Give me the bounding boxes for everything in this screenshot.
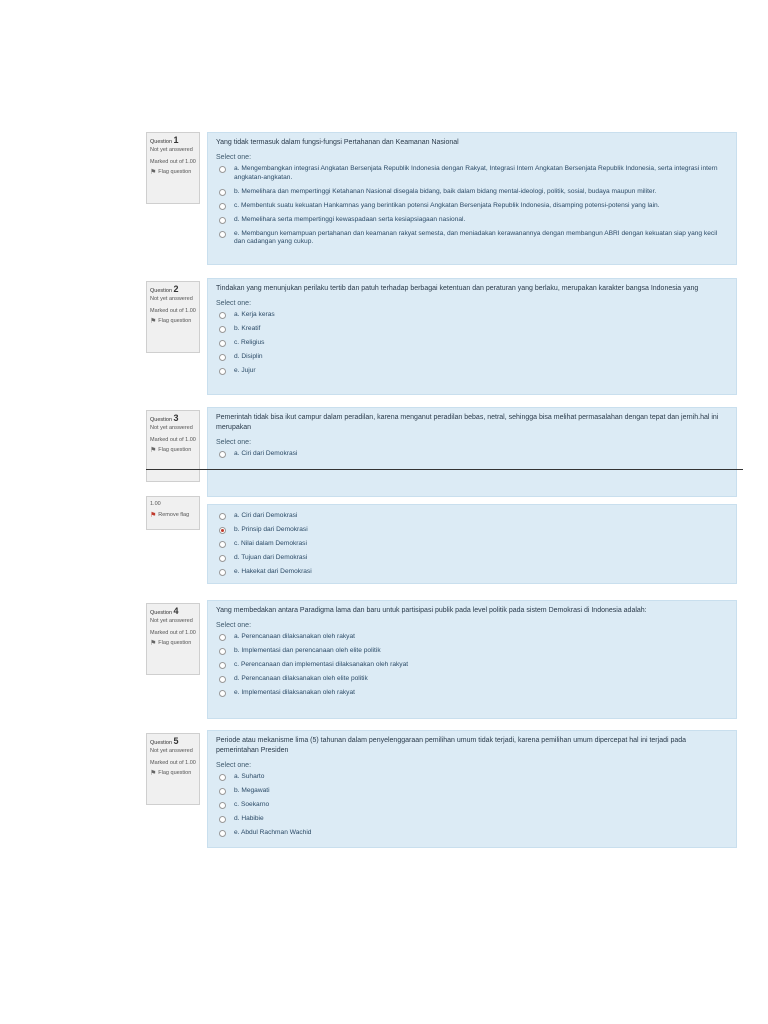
flag-icon: ⚑ bbox=[150, 511, 157, 519]
question-state: Not yet answered bbox=[150, 748, 193, 754]
answer-option[interactable]: e. Jujur bbox=[216, 364, 728, 378]
radio-button[interactable] bbox=[219, 513, 226, 520]
question-info-1 bbox=[146, 132, 200, 204]
question-grade: Marked out of 1.00 bbox=[150, 158, 196, 165]
question-number: 3 bbox=[173, 413, 179, 423]
radio-button[interactable] bbox=[219, 217, 226, 224]
answer-option[interactable]: b. Memelihara dan mempertinggi Ketahanan Nasional disegala bidang, baik dalam bidang mental-ideologi, politik, sosial, budaya maupun militer. bbox=[216, 185, 728, 199]
radio-button[interactable] bbox=[219, 340, 226, 347]
radio-button[interactable] bbox=[219, 541, 226, 548]
radio-button[interactable] bbox=[219, 830, 226, 837]
page-divider bbox=[146, 469, 743, 470]
select-one-label: Select one: bbox=[216, 154, 252, 161]
question-text: Periode atau mekanisme lima (5) tahunan dalam penyelenggaraan pemilihan umum tidak terjadi, karena pemilihan umum dipercepat hal ini terjadi pada pemerintahan Presiden bbox=[216, 737, 687, 754]
question-content-4 bbox=[207, 600, 737, 719]
question-number: 1 bbox=[173, 135, 179, 145]
flag-question-button[interactable]: ⚑ Flag question bbox=[150, 640, 192, 648]
question-content-3 bbox=[207, 407, 737, 497]
radio-button[interactable] bbox=[219, 690, 226, 697]
answer-option[interactable]: a. Ciri dari Demokrasi bbox=[216, 447, 728, 461]
flag-question-button[interactable]: ⚑ Flag question bbox=[150, 318, 192, 326]
question-content-5 bbox=[207, 730, 737, 848]
question-grade: Marked out of 1.00 bbox=[150, 436, 196, 443]
answer-option[interactable]: c. Religius bbox=[216, 336, 728, 350]
flag-icon: ⚑ bbox=[150, 169, 157, 177]
flag-question-button[interactable]: ⚑ Flag question bbox=[150, 770, 192, 778]
radio-button[interactable] bbox=[219, 569, 226, 576]
answer-option[interactable]: c. Soekarno bbox=[216, 798, 728, 812]
question-state: Not yet answered bbox=[150, 618, 193, 624]
answer-option[interactable]: b. Kreatif bbox=[216, 322, 728, 336]
quiz-screenshot-top bbox=[0, 125, 768, 470]
flag-question-button[interactable]: ⚑ Flag question bbox=[150, 169, 192, 177]
radio-button[interactable] bbox=[219, 451, 226, 458]
radio-button[interactable] bbox=[219, 354, 226, 361]
quiz-screenshot-bottom bbox=[0, 501, 768, 848]
radio-button[interactable] bbox=[219, 231, 226, 238]
question-text: Yang membedakan antara Paradigma lama dan baru untuk partisipasi publik pada level politik pada sistem Demokrasi di Indonesia adalah: bbox=[216, 607, 647, 614]
radio-button[interactable] bbox=[219, 312, 226, 319]
flag-icon: ⚑ bbox=[150, 640, 157, 648]
radio-button[interactable] bbox=[219, 648, 226, 655]
select-one-label: Select one: bbox=[216, 622, 252, 629]
answer-option[interactable]: c. Perencanaan dan implementasi dilaksanakan oleh rakyat bbox=[216, 658, 728, 672]
flag-icon: ⚑ bbox=[150, 447, 157, 455]
answer-option[interactable]: a. Mengembangkan integrasi Angkatan Bersenjata Republik Indonesia dengan Rakyat, Integrasi Intern Angkatan Bersenjata Republik Indonesia, serta integrasi intern angkatan-angkatan. bbox=[216, 162, 728, 185]
answer-option[interactable]: e. Hakekat dari Demokrasi bbox=[216, 565, 728, 579]
radio-button[interactable] bbox=[219, 203, 226, 210]
answer-option[interactable]: e. Membangun kemampuan pertahanan dan keamanan rakyat semesta, dan meniadakan kerawanannya dengan membangun ABRI dengan kekuatan siap yang kecil dan cadangan yang cukup. bbox=[216, 227, 728, 250]
question-grade: Marked out of 1.00 bbox=[150, 629, 196, 636]
question-text: Pemerintah tidak bisa ikut campur dalam peradilan, karena menganut peradilan bebas, netral, sehingga bisa melihat permasalahan dengan tepat dan jernih.hal ini merupakan bbox=[216, 414, 719, 431]
answer-option[interactable]: d. Habibie bbox=[216, 812, 728, 826]
question-grade: 1.00 bbox=[150, 501, 161, 507]
radio-button[interactable] bbox=[219, 634, 226, 641]
radio-button[interactable] bbox=[219, 774, 226, 781]
question-content-3-continued bbox=[207, 504, 737, 584]
question-info-2 bbox=[146, 281, 200, 353]
radio-button[interactable] bbox=[219, 802, 226, 809]
radio-button[interactable] bbox=[219, 166, 226, 173]
radio-button[interactable] bbox=[219, 189, 226, 196]
question-number: 4 bbox=[173, 606, 179, 616]
question-state: Not yet answered bbox=[150, 425, 193, 431]
question-info-5 bbox=[146, 733, 200, 805]
question-number: 2 bbox=[173, 284, 179, 294]
question-number-label: Question 5 bbox=[150, 736, 179, 746]
question-grade: Marked out of 1.00 bbox=[150, 759, 196, 766]
question-number-label: Question 2 bbox=[150, 284, 179, 294]
question-info-3-continued bbox=[146, 496, 200, 530]
answer-option-selected[interactable]: b. Prinsip dari Demokrasi bbox=[216, 523, 728, 537]
radio-button[interactable] bbox=[219, 555, 226, 562]
radio-button[interactable] bbox=[219, 816, 226, 823]
radio-button[interactable] bbox=[219, 676, 226, 683]
question-text: Tindakan yang menunjukan perilaku tertib dan patuh terhadap berbagai ketentuan dan peraturan yang berlaku, merupakan karakter bangsa Indonesia yang bbox=[216, 285, 699, 292]
answer-option[interactable]: a. Kerja keras bbox=[216, 308, 728, 322]
answer-option[interactable]: c. Membentuk suatu kekuatan Hankamnas yang berintikan potensi Angkatan Bersenjata Republik Indonesia, disamping potensi-potensi yang lain. bbox=[216, 199, 728, 213]
question-content-2 bbox=[207, 278, 737, 395]
answer-option[interactable]: a. Perencanaan dilaksanakan oleh rakyat bbox=[216, 630, 728, 644]
question-grade: Marked out of 1.00 bbox=[150, 307, 196, 314]
radio-button[interactable] bbox=[219, 788, 226, 795]
radio-button[interactable] bbox=[219, 368, 226, 375]
select-one-label: Select one: bbox=[216, 300, 252, 307]
answer-option[interactable]: e. Abdul Rachman Wachid bbox=[216, 826, 728, 840]
answer-option[interactable]: d. Memelihara serta mempertinggi kewaspadaan serta kesiapsiagaan nasional. bbox=[216, 213, 728, 227]
flag-icon: ⚑ bbox=[150, 318, 157, 326]
answer-option[interactable]: c. Nilai dalam Demokrasi bbox=[216, 537, 728, 551]
question-number-label: Question 3 bbox=[150, 413, 179, 423]
answer-option[interactable]: d. Tujuan dari Demokrasi bbox=[216, 551, 728, 565]
question-text: Yang tidak termasuk dalam fungsi-fungsi Pertahanan dan Keamanan Nasional bbox=[216, 139, 459, 146]
answer-option[interactable]: d. Perencanaan dilaksanakan oleh elite politik bbox=[216, 672, 728, 686]
radio-button[interactable] bbox=[219, 326, 226, 333]
question-state: Not yet answered bbox=[150, 296, 193, 302]
answer-option[interactable]: b. Implementasi dan perencanaan oleh elite politik bbox=[216, 644, 728, 658]
question-number-label: Question 1 bbox=[150, 135, 179, 145]
answer-option[interactable]: e. Implementasi dilaksanakan oleh rakyat bbox=[216, 686, 728, 700]
flag-question-button[interactable]: ⚑ Flag question bbox=[150, 447, 192, 455]
question-info-4 bbox=[146, 603, 200, 675]
question-number-label: Question 4 bbox=[150, 606, 179, 616]
remove-flag-button[interactable]: ⚑ Remove flag bbox=[150, 511, 190, 519]
select-one-label: Select one: bbox=[216, 439, 252, 446]
answer-option[interactable]: b. Megawati bbox=[216, 784, 728, 798]
radio-button-checked[interactable] bbox=[219, 527, 226, 534]
select-one-label: Select one: bbox=[216, 762, 252, 769]
flag-icon: ⚑ bbox=[150, 770, 157, 778]
question-content-1 bbox=[207, 132, 737, 265]
answer-option[interactable]: a. Suharto bbox=[216, 770, 728, 784]
question-info-3 bbox=[146, 410, 200, 482]
question-number: 5 bbox=[173, 736, 179, 746]
answer-option[interactable]: d. Disiplin bbox=[216, 350, 728, 364]
answer-option[interactable]: a. Ciri dari Demokrasi bbox=[216, 509, 728, 523]
question-state: Not yet answered bbox=[150, 147, 193, 153]
radio-button[interactable] bbox=[219, 662, 226, 669]
